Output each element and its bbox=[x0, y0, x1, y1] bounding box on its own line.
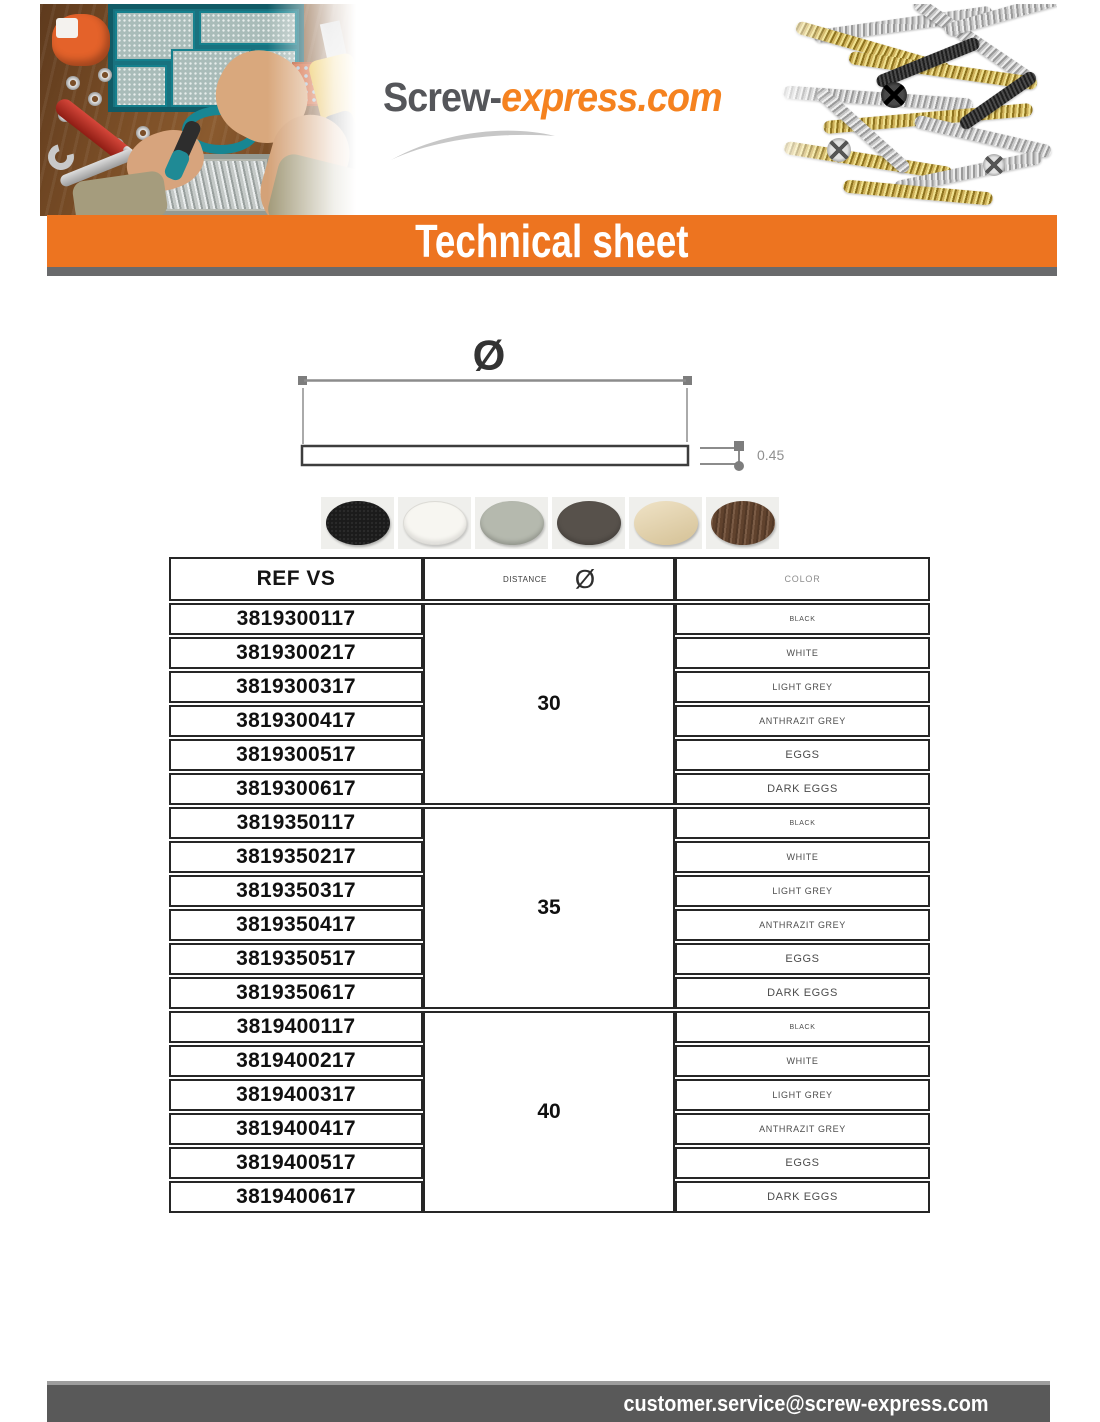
logo-text-screw: Screw- bbox=[383, 74, 502, 120]
color-cell: EGGS bbox=[675, 739, 930, 771]
color-cell: LIGHT GREY bbox=[675, 875, 930, 907]
swatch-disc bbox=[557, 501, 621, 545]
ref-cell: 3819350617 bbox=[169, 977, 423, 1009]
color-cell: BLACK bbox=[675, 1011, 930, 1043]
ref-cell: 3819350217 bbox=[169, 841, 423, 873]
color-swatch-row bbox=[321, 497, 779, 549]
logo-swoosh bbox=[389, 124, 559, 164]
ref-cell: 3819400417 bbox=[169, 1113, 423, 1145]
workbench-photo bbox=[40, 4, 356, 216]
dimension-endpoint bbox=[734, 461, 744, 471]
color-swatch-black bbox=[321, 497, 394, 549]
ref-cell: 3819300217 bbox=[169, 637, 423, 669]
color-cell: WHITE bbox=[675, 1045, 930, 1077]
color-cell: DARK EGGS bbox=[675, 1181, 930, 1213]
color-swatch-light-grey bbox=[475, 497, 548, 549]
thickness-value: 0.45 bbox=[757, 447, 785, 463]
color-swatch-anthrazit-grey bbox=[552, 497, 625, 549]
color-cell: ANTHRAZIT GREY bbox=[675, 705, 930, 737]
color-cell: WHITE bbox=[675, 841, 930, 873]
swatch-disc bbox=[634, 501, 698, 545]
swatch-disc bbox=[480, 501, 544, 545]
color-swatch-dark-eggs bbox=[706, 497, 779, 549]
reference-table bbox=[169, 555, 930, 1215]
title-banner bbox=[47, 215, 1057, 267]
banner-shadow-strip bbox=[47, 267, 1057, 276]
distance-cell: 40 bbox=[423, 1011, 675, 1213]
photo-fade-edge bbox=[753, 4, 1057, 216]
swatch-disc bbox=[403, 501, 467, 545]
ref-cell: 3819400317 bbox=[169, 1079, 423, 1111]
logo-text bbox=[383, 74, 722, 121]
header-color: COLOR bbox=[675, 557, 930, 601]
ref-cell: 3819350317 bbox=[169, 875, 423, 907]
photo-fade-edge bbox=[40, 4, 356, 216]
swatch-disc bbox=[711, 501, 775, 545]
ref-cell: 3819300317 bbox=[169, 671, 423, 703]
color-cell: DARK EGGS bbox=[675, 977, 930, 1009]
ref-cell: 3819400117 bbox=[169, 1011, 423, 1043]
customer-service-email: customer.service@screw-express.com bbox=[623, 1390, 988, 1416]
color-swatch-white bbox=[398, 497, 471, 549]
dimension-endpoint bbox=[734, 441, 744, 451]
ref-cell: 3819400217 bbox=[169, 1045, 423, 1077]
color-cell: LIGHT GREY bbox=[675, 671, 930, 703]
color-cell: ANTHRAZIT GREY bbox=[675, 909, 930, 941]
header-distance bbox=[423, 557, 675, 601]
color-cell: LIGHT GREY bbox=[675, 1079, 930, 1111]
logo-text-express: express.com bbox=[501, 74, 722, 120]
logo bbox=[383, 74, 751, 121]
page-title: Technical sheet bbox=[415, 215, 689, 267]
diameter-symbol-small: Ø bbox=[574, 563, 596, 594]
color-cell: EGGS bbox=[675, 1147, 930, 1179]
table-row bbox=[169, 603, 930, 635]
color-cell: DARK EGGS bbox=[675, 773, 930, 805]
color-cell: WHITE bbox=[675, 637, 930, 669]
distance-cell: 35 bbox=[423, 807, 675, 1009]
swatch-disc bbox=[326, 501, 390, 545]
color-swatch-eggs bbox=[629, 497, 702, 549]
table-header-row bbox=[169, 557, 930, 601]
color-cell: ANTHRAZIT GREY bbox=[675, 1113, 930, 1145]
ref-cell: 3819350417 bbox=[169, 909, 423, 941]
ref-cell: 3819300617 bbox=[169, 773, 423, 805]
color-cell: BLACK bbox=[675, 603, 930, 635]
diameter-symbol: Ø bbox=[472, 332, 506, 379]
ref-cell: 3819400617 bbox=[169, 1181, 423, 1213]
color-cell: EGGS bbox=[675, 943, 930, 975]
ref-cell: 3819350117 bbox=[169, 807, 423, 839]
ref-cell: 3819400517 bbox=[169, 1147, 423, 1179]
distance-cell: 30 bbox=[423, 603, 675, 805]
header-ref-vs: REF VS bbox=[169, 557, 423, 601]
color-cell: BLACK bbox=[675, 807, 930, 839]
table-row bbox=[169, 1011, 930, 1043]
dimension-diagram bbox=[260, 318, 820, 498]
ref-cell: 3819300417 bbox=[169, 705, 423, 737]
footer-bar bbox=[47, 1385, 1050, 1422]
cover-cap-side-view bbox=[302, 446, 688, 465]
ref-cell: 3819300117 bbox=[169, 603, 423, 635]
table-row bbox=[169, 807, 930, 839]
distance-label: DISTANCE bbox=[502, 574, 547, 584]
ref-cell: 3819300517 bbox=[169, 739, 423, 771]
screws-photo bbox=[753, 4, 1057, 216]
ref-cell: 3819350517 bbox=[169, 943, 423, 975]
